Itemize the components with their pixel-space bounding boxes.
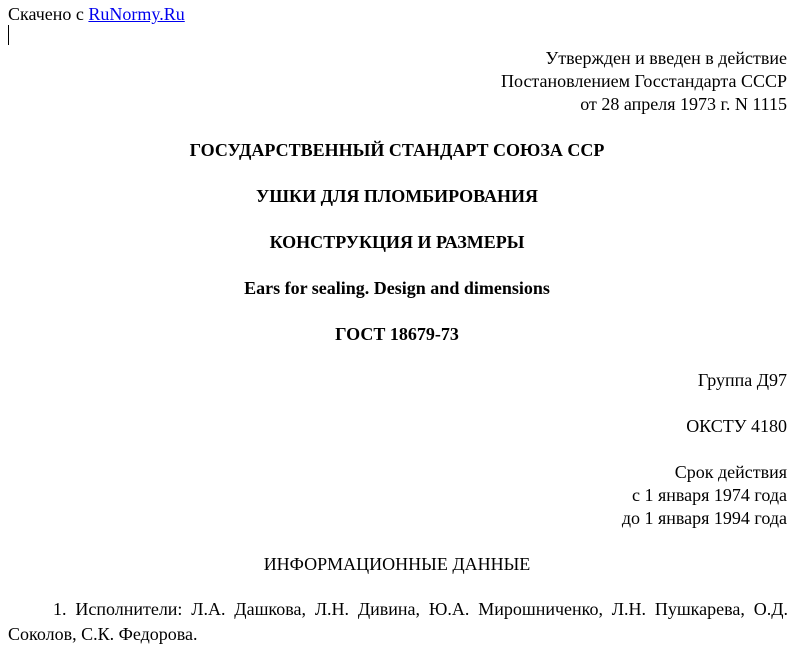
group-code: Группа Д97 [697, 370, 787, 390]
english-title: Ears for sealing. Design and dimensions [244, 278, 550, 298]
download-source [8, 3, 185, 25]
valid-to: до 1 января 1994 года [621, 508, 787, 528]
approval-line-1: Утвержден и введен в действие [545, 48, 787, 68]
info-heading: ИНФОРМАЦИОННЫЕ ДАННЫЕ [263, 554, 531, 574]
info-item-1: 1. Исполнители: Л.А. Дашкова, Л.Н. Дивина, Ю.А. Мирошниченко, Л.Н. Пушкарева, О.Д. Соколов, С.К. Федорова. [8, 599, 788, 644]
approval-line-2: Постановлением Госстандарта СССР [501, 71, 787, 91]
gost-number: ГОСТ 18679-73 [335, 324, 459, 344]
document-title: УШКИ ДЛЯ ПЛОМБИРОВАНИЯ [256, 186, 538, 206]
okstu-code: ОКСТУ 4180 [686, 416, 787, 436]
state-standard-heading: ГОСУДАРСТВЕННЫЙ СТАНДАРТ СОЮЗА ССР [189, 140, 605, 160]
approval-line-3: от 28 апреля 1973 г. N 1115 [580, 94, 787, 114]
download-source-label: Скачено с [8, 4, 84, 24]
valid-from: с 1 января 1974 года [632, 485, 787, 505]
text-cursor [8, 25, 9, 45]
runormy-link[interactable]: RuNormy.Ru [88, 4, 185, 24]
validity-label: Срок действия [674, 462, 787, 482]
document-subtitle: КОНСТРУКЦИЯ И РАЗМЕРЫ [269, 232, 525, 252]
